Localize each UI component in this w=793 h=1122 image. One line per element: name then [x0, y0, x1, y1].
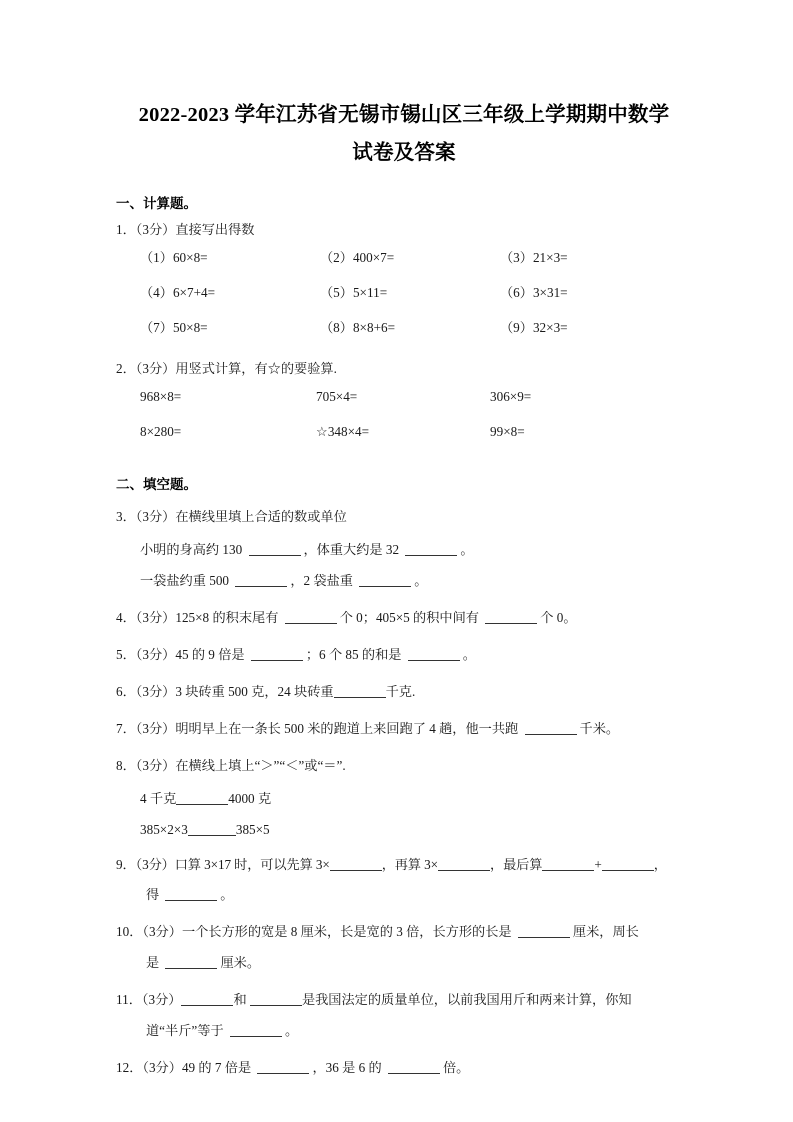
question-11 [116, 984, 692, 1046]
question-2 [116, 359, 692, 457]
answer-blank[interactable] [249, 542, 301, 556]
q11-part-c: 道“半斤”等于 [146, 1023, 224, 1038]
question-11-points: （3分） [141, 992, 182, 1007]
calc-item: （2）400×7= [320, 250, 395, 265]
calc-item: ☆348×4= [316, 424, 370, 439]
page-title [116, 96, 692, 172]
answer-blank[interactable] [405, 542, 457, 556]
q3-line2-part-a: 一袋盐约重 500 [140, 573, 230, 588]
q10-part-a: 一个长方形的宽是 8 厘米，长是宽的 3 倍，长方形的长是 [181, 924, 512, 939]
question-2-row-1 [116, 387, 692, 422]
question-2-text: 用竖式计算，有☆的要验算. [175, 361, 337, 376]
q6-part-a: 3 块砖重 500 克，24 块砖重 [175, 684, 334, 699]
answer-blank[interactable] [518, 924, 570, 938]
q8-line1-part-a: 4 千克 [140, 791, 177, 806]
question-4-points: （3分） [135, 610, 176, 625]
answer-blank[interactable] [525, 721, 577, 735]
question-6-points: （3分） [135, 684, 176, 699]
answer-blank[interactable] [257, 1060, 309, 1074]
calc-item: （1）60×8= [140, 250, 208, 265]
question-2-number: 2． [116, 361, 136, 376]
question-8-line-1 [116, 783, 692, 814]
question-11-line-1 [116, 984, 692, 1015]
q8-line1-part-b: 4000 克 [228, 791, 272, 806]
question-1-row-2 [116, 283, 692, 318]
document-content [116, 96, 692, 1089]
question-11-line-2 [116, 1015, 692, 1046]
question-8-points: （3分） [135, 758, 176, 773]
question-5-number: 5． [116, 647, 136, 662]
question-6 [116, 676, 692, 707]
q6-part-b: 千克. [385, 684, 416, 699]
answer-blank[interactable] [250, 992, 302, 1006]
question-9-line-2 [116, 879, 692, 910]
calc-item: 968×8= [140, 389, 182, 404]
section-heading-1: 一、计算题。 [116, 196, 197, 211]
answer-blank[interactable] [334, 684, 386, 698]
question-1-header [116, 220, 692, 240]
answer-blank[interactable] [438, 857, 490, 871]
question-6-number: 6． [116, 684, 136, 699]
answer-blank[interactable] [285, 610, 337, 624]
calc-item: （7）50×8= [140, 320, 208, 335]
calc-item: 306×9= [490, 389, 532, 404]
question-8-line-2 [116, 814, 692, 845]
question-9 [116, 851, 692, 910]
question-10 [116, 916, 692, 978]
question-8-header [116, 750, 692, 781]
q12-part-c: 倍。 [443, 1060, 470, 1075]
calc-item: 705×4= [316, 389, 358, 404]
q3-line1-part-b: ，体重大约是 32 [303, 542, 400, 557]
question-3-points: （3分） [135, 509, 176, 524]
q4-part-c: 个 0。 [540, 610, 577, 625]
question-1-number: 1． [116, 222, 136, 237]
answer-blank[interactable] [359, 573, 411, 587]
question-10-points: （3分） [142, 924, 182, 939]
question-10-number: 10． [116, 924, 143, 939]
question-5-points: （3分） [135, 647, 176, 662]
question-11-number: 11． [116, 992, 142, 1007]
question-9-number: 9． [116, 857, 136, 872]
answer-blank[interactable] [330, 857, 382, 871]
question-12 [116, 1052, 692, 1083]
question-9-line-1 [116, 851, 692, 879]
q7-part-b: 千米。 [579, 721, 620, 736]
question-1-text: 直接写出得数 [175, 222, 255, 237]
answer-blank[interactable] [235, 573, 287, 587]
question-12-number: 12． [116, 1060, 143, 1075]
q11-part-a: 和 [233, 992, 247, 1007]
question-10-line-2 [116, 947, 692, 978]
question-2-points: （3分） [135, 361, 176, 376]
question-3-number: 3． [116, 509, 136, 524]
question-3 [116, 501, 692, 596]
answer-blank[interactable] [542, 857, 594, 871]
q4-part-b: 个 0；405×5 的积中间有 [339, 610, 479, 625]
q11-part-b: 是我国法定的质量单位，以前我国用斤和两来计算，你知 [301, 992, 632, 1007]
question-2-header [116, 359, 692, 379]
answer-blank[interactable] [230, 1023, 282, 1037]
question-7-number: 7． [116, 721, 136, 736]
q9-part-g: 。 [220, 887, 234, 902]
q5-part-c: 。 [462, 647, 476, 662]
question-2-row-2 [116, 422, 692, 457]
answer-blank[interactable] [485, 610, 537, 624]
q9-part-d: + [594, 857, 602, 872]
question-1-row-1 [116, 248, 692, 283]
q5-part-a: 45 的 9 倍是 [175, 647, 245, 662]
q3-line2-part-c: 。 [414, 573, 428, 588]
q3-line1-part-a: 小明的身高约 130 [140, 542, 243, 557]
q10-part-d: 厘米。 [220, 955, 261, 970]
q11-part-d: 。 [284, 1023, 299, 1038]
q9-part-b: ，再算 3× [381, 857, 438, 872]
question-7 [116, 713, 692, 744]
q4-part-a: 125×8 的积末尾有 [175, 610, 279, 625]
answer-blank[interactable] [251, 647, 303, 661]
question-1-row-3 [116, 318, 692, 353]
q12-part-b: ，36 是 6 的 [312, 1060, 382, 1075]
q5-part-b: ；6 个 85 的和是 [305, 647, 402, 662]
question-9-points: （3分） [135, 857, 175, 872]
calc-item: 99×8= [490, 424, 525, 439]
calc-item: （8）8×8+6= [320, 320, 396, 335]
section-heading-2: 二、填空题。 [116, 477, 197, 492]
answer-blank[interactable] [165, 887, 217, 901]
question-3-line-1 [116, 534, 692, 565]
calc-item: （9）32×3= [500, 320, 568, 335]
calc-item: 8×280= [140, 424, 182, 439]
question-12-points: （3分） [142, 1060, 182, 1075]
q12-part-a: 49 的 7 倍是 [181, 1060, 252, 1075]
question-8-number: 8． [116, 758, 136, 773]
question-3-line-2 [116, 565, 692, 596]
q3-line1-part-c: 。 [460, 542, 474, 557]
answer-blank[interactable] [176, 791, 228, 805]
q8-line2-part-a: 385×2×3 [140, 822, 188, 837]
q10-part-c: 是 [146, 955, 160, 970]
answer-blank[interactable] [408, 647, 460, 661]
answer-blank[interactable] [165, 955, 217, 969]
question-4-number: 4． [116, 610, 136, 625]
title-line-2: 试卷及答案 [352, 142, 456, 164]
title-line-1: 2022-2023 学年江苏省无锡市锡山区三年级上学期期中数学 [138, 104, 670, 126]
question-1-points: （3分） [135, 222, 176, 237]
calc-item: （6）3×31= [500, 285, 568, 300]
question-3-header [116, 501, 692, 532]
calc-item: （4）6×7+4= [140, 285, 216, 300]
calc-item: （5）5×11= [320, 285, 388, 300]
question-10-line-1 [116, 916, 692, 947]
q9-part-e: ， [653, 857, 667, 872]
answer-blank[interactable] [388, 1060, 440, 1074]
q7-part-a: 明明早上在一条长 500 米的跑道上来回跑了 4 趟，他一共跑 [175, 721, 519, 736]
q9-part-c: ，最后算 [490, 857, 543, 872]
q3-line2-part-b: ，2 袋盐重 [290, 573, 353, 588]
question-3-text: 在横线里填上合适的数或单位 [175, 509, 347, 524]
answer-blank[interactable] [602, 857, 654, 871]
q8-line2-part-b: 385×5 [235, 822, 270, 837]
question-4 [116, 602, 692, 633]
question-8-text: 在横线上填上“＞”“＜”或“＝”. [175, 758, 346, 773]
q9-part-f: 得 [146, 887, 160, 902]
question-1 [116, 220, 692, 353]
question-8 [116, 750, 692, 845]
answer-blank[interactable] [181, 992, 233, 1006]
q9-part-a: 口算 3×17 时，可以先算 3× [174, 857, 330, 872]
question-5 [116, 639, 692, 670]
question-7-points: （3分） [135, 721, 176, 736]
q10-part-b: 厘米，周长 [572, 924, 639, 939]
calc-item: （3）21×3= [500, 250, 568, 265]
answer-blank[interactable] [188, 822, 236, 836]
